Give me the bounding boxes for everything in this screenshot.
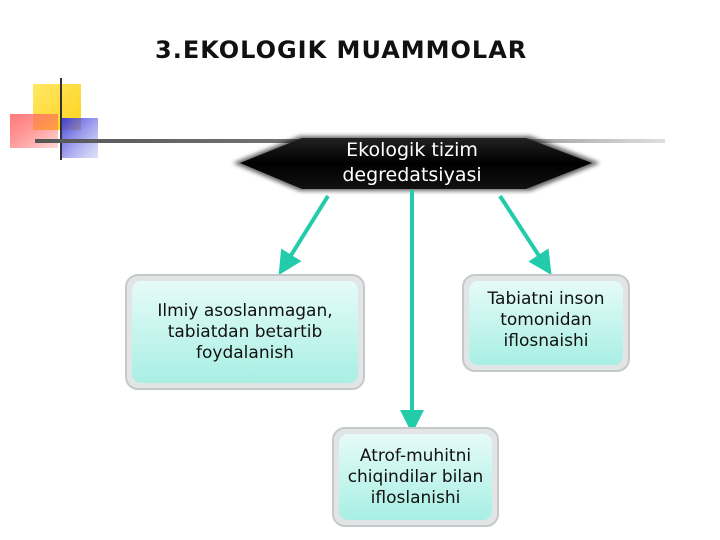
center-label-line: Ekologik tizim [346, 139, 478, 161]
left-box-line: foydalanish [196, 342, 294, 363]
left-box-label [132, 281, 358, 383]
arrow-to-right-box [500, 196, 545, 265]
bottom-box-line: chiqindilar bilan [347, 466, 484, 487]
right-box-label [469, 278, 623, 362]
center-label-line: degredatsiyasi [342, 164, 482, 186]
bottom-box-line: Atrof-muhitni [359, 445, 472, 466]
right-box-line: iflosnaishi [503, 330, 589, 351]
left-box-line: Ilmiy asoslanmagan, [157, 300, 333, 321]
arrow-to-left-box [285, 196, 328, 265]
left-box-line: tabiatdan betartib [167, 321, 323, 342]
right-box-line: tomonidan [500, 309, 592, 330]
right-box-line: Tabiatni inson [487, 288, 605, 309]
bottom-box-label [339, 434, 492, 520]
bottom-box-line: ifloslanishi [370, 487, 461, 508]
center-label [300, 138, 524, 190]
page-title: 3.EKOLOGIK MUAMMOLAR [155, 36, 528, 64]
